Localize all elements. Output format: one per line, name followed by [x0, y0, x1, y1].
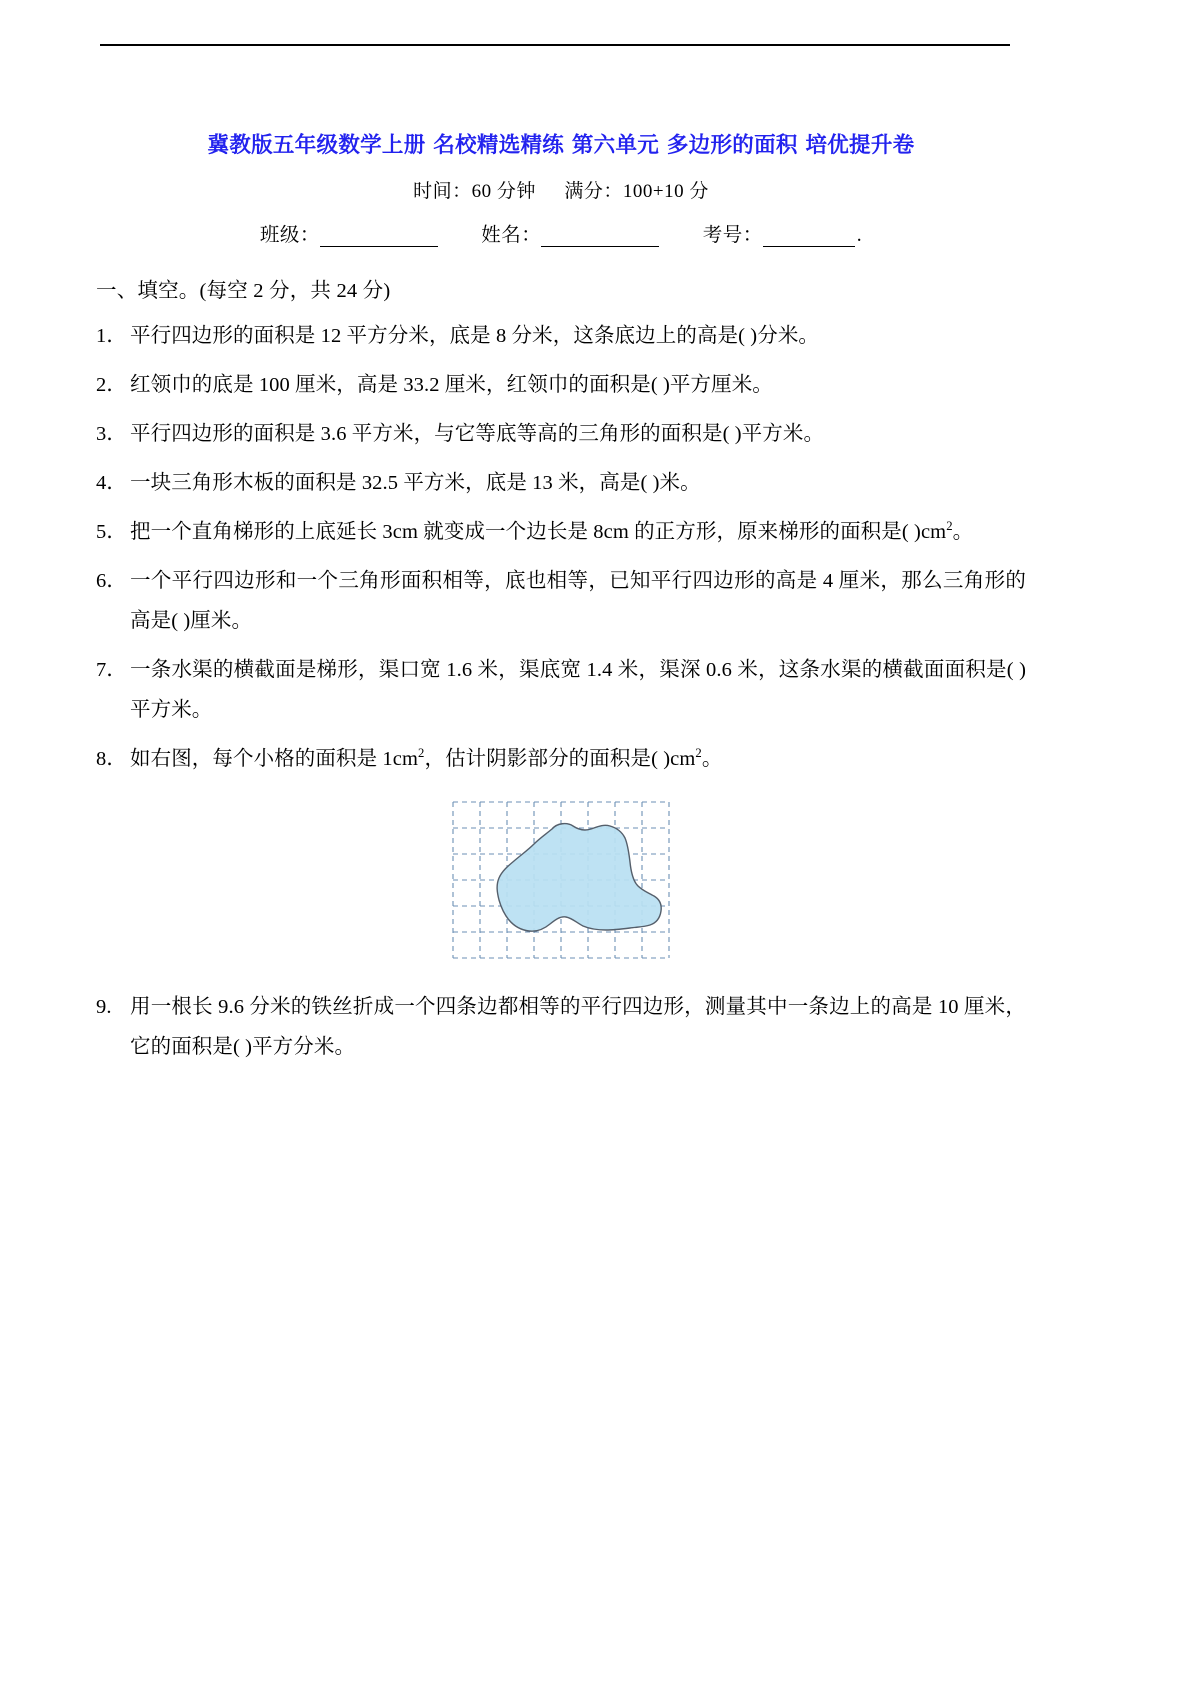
question-item-4	[96, 464, 1026, 504]
id-field	[703, 219, 862, 247]
question-item-8	[96, 740, 1026, 780]
exam-time-label: 时间：60 分钟	[413, 181, 536, 203]
question-item-2	[96, 366, 1026, 406]
exam-meta	[96, 176, 1026, 203]
question-text: 一块三角形木板的面积是 32.5 平方米，底是 13 米，高是( )米。	[130, 472, 701, 495]
unit-superscript-2: 2	[695, 746, 702, 761]
section-heading-fill-in-blanks: 一、填空。(每空 2 分，共 24 分)	[96, 280, 391, 303]
question-number: 6．	[96, 570, 127, 593]
unit-superscript: 2	[946, 519, 953, 534]
question-text: 红领巾的底是 100 厘米，高是 33.2 厘米，红领巾的面积是( )平方厘米。	[130, 374, 773, 397]
grid-shaded-area-figure	[449, 798, 673, 962]
question-item-7	[96, 651, 1026, 731]
question-item-6	[96, 562, 1026, 642]
exam-score-label: 满分：100+10 分	[564, 181, 709, 203]
page-title: 冀教版五年级数学上册 名校精选精练 第六单元 多边形的面积 培优提升卷	[207, 133, 915, 158]
question-text-tail: 。	[701, 747, 723, 770]
class-field	[260, 219, 438, 247]
question-number: 3．	[96, 423, 127, 446]
figure-container	[96, 798, 1026, 962]
question-text-tail: 。	[952, 521, 974, 544]
question-text	[130, 513, 1026, 553]
id-input-blank[interactable]	[763, 228, 855, 248]
question-list	[96, 317, 1026, 1068]
id-trailing-dot: .	[856, 225, 863, 247]
question-item-1	[96, 317, 1026, 357]
question-text: 一个平行四边形和一个三角形面积相等，底也相等，已知平行四边形的高是 4 厘米，那么三角形的高是( )厘米。	[130, 570, 1026, 633]
class-input-blank[interactable]	[320, 228, 438, 248]
question-text-mid: ，估计阴影部分的面积是( )cm	[424, 747, 696, 770]
question-text	[130, 740, 1026, 780]
question-number: 1．	[96, 325, 127, 348]
name-field	[481, 219, 659, 247]
question-text-main: 把一个直角梯形的上底延长 3cm 就变成一个边长是 8cm 的正方形，原来梯形的面积是( )cm	[130, 521, 947, 544]
question-number: 5．	[96, 521, 127, 544]
question-number: 9.	[96, 995, 112, 1018]
student-info-row	[96, 219, 1026, 247]
question-number: 7．	[96, 659, 127, 682]
question-number: 2．	[96, 374, 127, 397]
id-label: 考号：	[702, 225, 763, 247]
name-label: 姓名：	[481, 225, 542, 247]
question-number: 4．	[96, 472, 127, 495]
question-item-9	[96, 988, 1026, 1068]
question-text: 平行四边形的面积是 3.6 平方米，与它等底等高的三角形的面积是( )平方米。	[130, 423, 825, 446]
name-input-blank[interactable]	[541, 228, 659, 248]
unit-superscript-1: 2	[418, 746, 425, 761]
question-text: 平行四边形的面积是 12 平方分米，底是 8 分米，这条底边上的高是( )分米。	[130, 325, 820, 348]
header-rule	[100, 44, 1010, 46]
question-text-main: 如右图，每个小格的面积是 1cm	[130, 747, 419, 770]
question-item-3	[96, 415, 1026, 455]
shaded-region	[497, 824, 661, 932]
question-item-5	[96, 513, 1026, 553]
question-number: 8．	[96, 747, 127, 770]
page-content	[96, 130, 1026, 1077]
class-label: 班级：	[259, 225, 320, 247]
figure-svg	[449, 798, 673, 962]
question-text: 一条水渠的横截面是梯形，渠口宽 1.6 米，渠底宽 1.4 米，渠深 0.6 米，这条水渠的横截面面积是( )平方米。	[130, 659, 1026, 721]
question-text: 用一根长 9.6 分米的铁丝折成一个四条边都相等的平行四边形，测量其中一条边上的高是 10 厘米，它的面积是( )平方分米。	[130, 995, 1026, 1058]
